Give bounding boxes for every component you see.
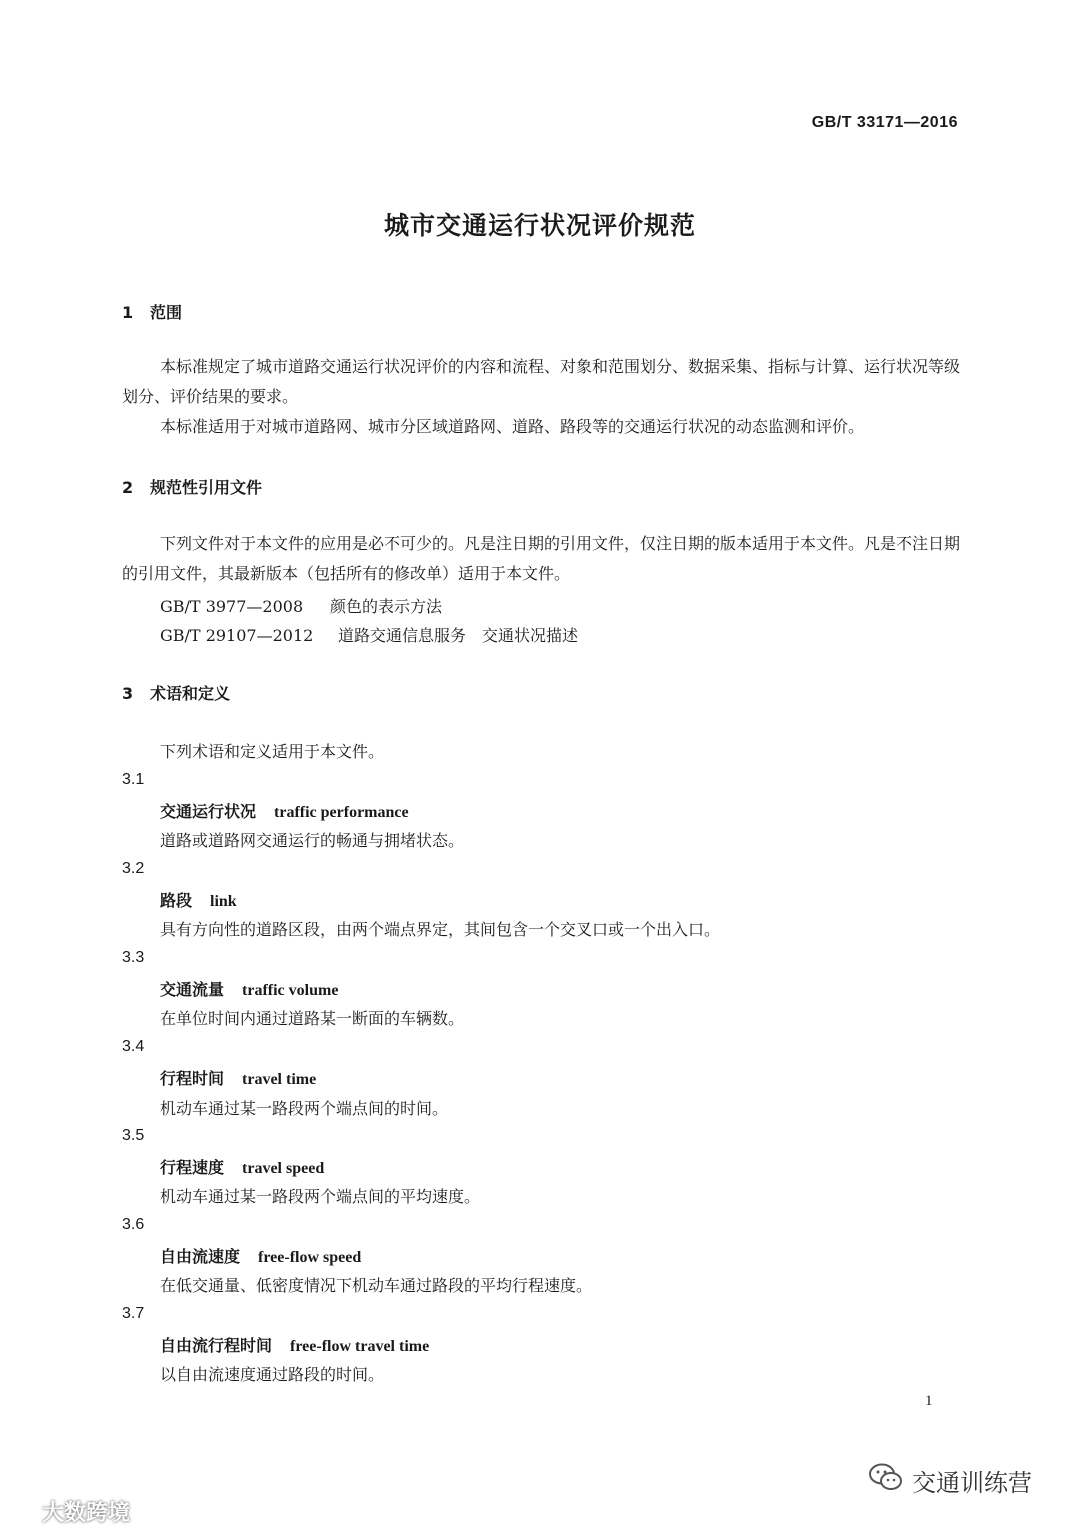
term-heading bbox=[160, 977, 338, 1000]
section-title: 术语和定义 bbox=[150, 684, 231, 703]
term-en: traffic volume bbox=[242, 982, 339, 999]
section-2-heading bbox=[122, 475, 262, 498]
document-title: 城市交通运行状况评价规范 bbox=[383, 211, 696, 240]
term-en: free-flow speed bbox=[258, 1249, 362, 1266]
section-1-paragraph-2: 本标准适用于对城市道路网、城市分区域道路网、道路、路段等的交通运行状况的动态监测和评价。 bbox=[160, 417, 865, 436]
watermark-right-text: 交通训练营 bbox=[912, 1468, 1032, 1497]
term-definition: 机动车通过某一路段两个端点间的时间。 bbox=[160, 1099, 449, 1118]
term-number: 3.1 bbox=[122, 771, 145, 788]
term-zh: 自由流速度 bbox=[160, 1247, 241, 1266]
watermark-left bbox=[8, 1496, 130, 1527]
weibo-logo-icon bbox=[8, 1497, 38, 1527]
watermark-right bbox=[868, 1462, 1032, 1498]
term-zh: 行程时间 bbox=[160, 1069, 225, 1088]
section-3-heading bbox=[122, 681, 230, 704]
term-heading bbox=[160, 1333, 429, 1356]
reference-code: GB/T 3977—2008 bbox=[160, 597, 304, 616]
term-definition: 在单位时间内通过道路某一断面的车辆数。 bbox=[160, 1009, 465, 1028]
term-zh: 交通流量 bbox=[160, 980, 225, 999]
term-en: travel speed bbox=[242, 1160, 325, 1177]
standard-code: GB/T 33171—2016 bbox=[811, 114, 958, 131]
term-number: 3.6 bbox=[122, 1216, 145, 1233]
term-heading bbox=[160, 1244, 361, 1267]
term-number: 3.2 bbox=[122, 860, 145, 877]
term-en: free-flow travel time bbox=[290, 1338, 430, 1355]
reference-2 bbox=[160, 623, 578, 646]
reference-code: GB/T 29107—2012 bbox=[160, 626, 314, 645]
section-2-paragraph-1: 下列文件对于本文件的应用是必不可少的。凡是注日期的引用文件，仅注日期的版本适用于本文件。凡是不注日期的引用文件，其最新版本（包括所有的修改单）适用于本文件。 bbox=[122, 534, 961, 583]
term-heading bbox=[160, 888, 237, 911]
section-3-intro: 下列术语和定义适用于本文件。 bbox=[160, 742, 385, 761]
term-definition: 以自由流速度通过路段的时间。 bbox=[160, 1365, 385, 1384]
section-number: 2 bbox=[122, 478, 134, 497]
section-1-paragraph-1: 本标准规定了城市道路交通运行状况评价的内容和流程、对象和范围划分、数据采集、指标与计算、运行状况等级划分、评价结果的要求。 bbox=[122, 357, 961, 406]
wechat-logo-icon bbox=[868, 1462, 904, 1498]
term-number: 3.5 bbox=[122, 1127, 145, 1144]
section-1-heading bbox=[122, 300, 182, 323]
term-zh: 路段 bbox=[160, 891, 193, 910]
term-definition: 机动车通过某一路段两个端点间的平均速度。 bbox=[160, 1187, 481, 1206]
term-number: 3.4 bbox=[122, 1038, 145, 1055]
page-number: 1 bbox=[925, 1393, 933, 1409]
term-number: 3.7 bbox=[122, 1305, 145, 1322]
reference-name: 道路交通信息服务 交通状况描述 bbox=[338, 626, 579, 645]
reference-1 bbox=[160, 594, 442, 617]
term-zh: 行程速度 bbox=[160, 1158, 225, 1177]
term-en: traffic performance bbox=[274, 804, 409, 821]
term-en: link bbox=[210, 893, 237, 910]
term-en: travel time bbox=[242, 1071, 317, 1088]
watermark-left-text: 大数跨境 bbox=[42, 1501, 131, 1526]
term-heading bbox=[160, 1155, 324, 1178]
term-zh: 交通运行状况 bbox=[160, 802, 257, 821]
term-number: 3.3 bbox=[122, 949, 145, 966]
term-definition: 具有方向性的道路区段，由两个端点界定，其间包含一个交叉口或一个出入口。 bbox=[160, 920, 721, 939]
term-heading bbox=[160, 1066, 316, 1089]
term-definition: 在低交通量、低密度情况下机动车通过路段的平均行程速度。 bbox=[160, 1276, 593, 1295]
term-zh: 自由流行程时间 bbox=[160, 1336, 273, 1355]
section-title: 规范性引用文件 bbox=[150, 478, 263, 497]
section-number: 1 bbox=[122, 303, 134, 322]
term-definition: 道路或道路网交通运行的畅通与拥堵状态。 bbox=[160, 831, 465, 850]
section-number: 3 bbox=[122, 684, 134, 703]
reference-name: 颜色的表示方法 bbox=[330, 597, 443, 616]
term-heading bbox=[160, 799, 409, 822]
section-title: 范围 bbox=[150, 303, 183, 322]
